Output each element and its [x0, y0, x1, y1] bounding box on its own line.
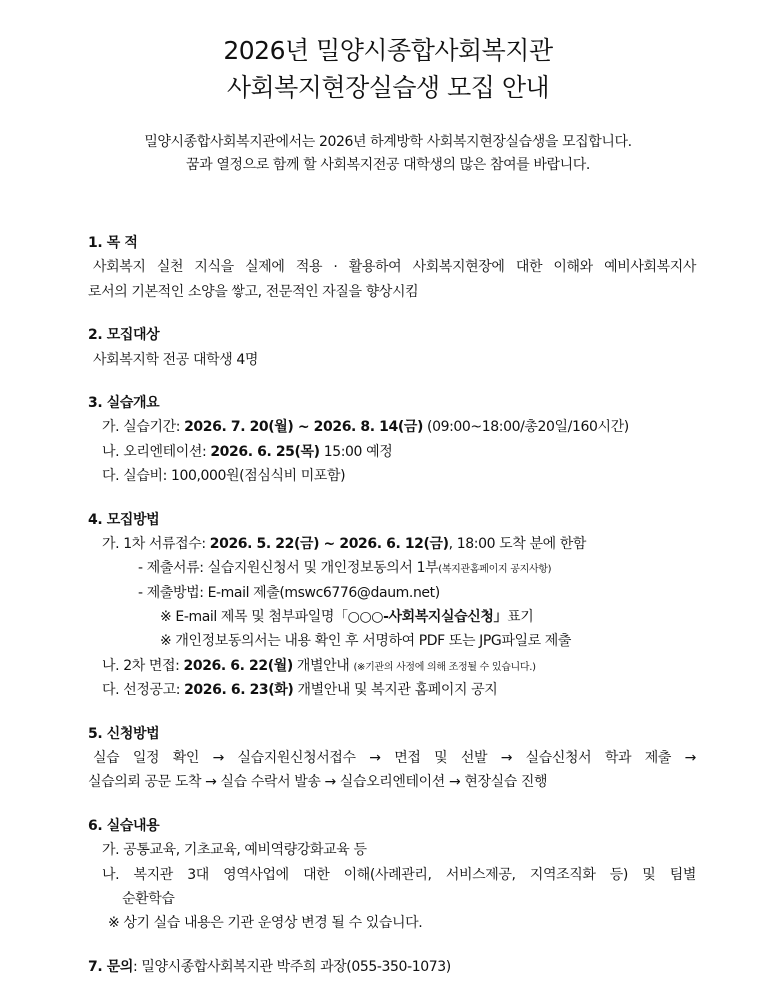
section-1-heading: 1. 목 적	[88, 235, 138, 251]
intro-line-1: 밀양시종합사회복지관에서는 2026년 하계방학 사회복지현장실습생을 모집합니다.	[144, 134, 632, 150]
item-label: 나. 2차 면접:	[102, 657, 184, 674]
orientation-date: 2026. 6. 25(목)	[210, 443, 320, 460]
announcement-date: 2026. 6. 23(화)	[184, 682, 294, 699]
section-5-text-2: 실습의뢰 공문 도착 → 실습 수락서 발송 → 실습오리엔테이션 → 현장실습 진행	[88, 774, 548, 791]
announcement-info: 개별안내 및 복지관 홈페이지 공지	[293, 682, 498, 699]
documents-text: - 제출서류: 실습지원신청서 및 개인정보동의서 1부	[138, 560, 439, 577]
section-3-item-b	[88, 440, 696, 464]
item-label: 가. 1차 서류접수:	[102, 535, 210, 552]
documents-line	[88, 556, 696, 580]
section-6-item-b-cont: 순환학습	[122, 890, 175, 907]
section-6-item-a: 가. 공통교육, 기초교육, 예비역량강화교육 등	[102, 842, 367, 859]
section-5-heading: 5. 신청방법	[88, 725, 160, 742]
period-hours: (09:00~18:00/총20일/160시간)	[422, 419, 629, 436]
document-deadline: , 18:00 도착 분에 한함	[448, 535, 586, 552]
method-line: - 제출방법: E-mail 제출(mswc6776@daum.net)	[138, 584, 440, 601]
notice-body	[88, 231, 696, 979]
section-3-item-a	[88, 415, 696, 439]
title-line-1: 2026년 밀양시종합사회복지관	[223, 36, 553, 65]
intro-line-2: 꿈과 열정으로 함께 할 사회복지전공 대학생의 많은 참여를 바랍니다.	[186, 157, 590, 173]
note-text-end: 표기	[507, 609, 534, 626]
section-6-item-b: 나. 복지관 3대 영역사업에 대한 이해(사례관리, 서비스제공, 지역조직화 등) 및 팀별	[102, 866, 696, 883]
section-6-note: ※ 상기 실습 내용은 기관 운영상 변경 될 수 있습니다.	[108, 915, 423, 932]
section-1-text-2: 로서의 기본적인 소양을 쌓고, 전문적인 자질을 향상시킴	[88, 283, 419, 300]
section-2-text: 사회복지학 전공 대학생 4명	[93, 351, 259, 368]
section-4-heading: 4. 모집방법	[88, 511, 160, 528]
orientation-time: 15:00 예정	[319, 443, 393, 460]
document-period-dates: 2026. 5. 22(금) ~ 2026. 6. 12(금)	[209, 535, 449, 552]
section-2-heading: 2. 모집대상	[88, 327, 160, 344]
contact-info: : 밀양시종합사회복지관 박주희 과장(055-350-1073)	[132, 958, 451, 975]
section-3-item-c: 다. 실습비: 100,000원(점심식비 미포함)	[102, 468, 346, 485]
section-4-item-a	[88, 532, 696, 556]
documents-note: (복지관홈페이지 공지사항)	[438, 564, 552, 576]
interview-note: (※기관의 사정에 의해 조정될 수 있습니다.)	[353, 661, 536, 673]
interview-info: 개별안내	[292, 657, 354, 674]
interview-date: 2026. 6. 22(월)	[183, 657, 293, 674]
section-4-item-c	[88, 678, 696, 702]
section-6-heading: 6. 실습내용	[88, 817, 160, 834]
section-5-text-1: 실습 일정 확인 → 실습지원신청서접수 → 면접 및 선발 → 실습신청서 학과 제출 →	[93, 750, 696, 767]
title-line-2: 사회복지현장실습생 모집 안내	[226, 73, 550, 102]
email-title-note	[88, 605, 696, 629]
section-7-line	[88, 955, 696, 979]
item-label: 다. 선정공고:	[102, 682, 185, 699]
section-4-item-b	[88, 654, 696, 678]
section-3-heading: 3. 실습개요	[88, 394, 160, 411]
item-label: 나. 오리엔테이션:	[102, 443, 211, 460]
note-format: ○○○-사회복지실습신청」	[347, 609, 508, 626]
consent-note: ※ 개인정보동의서는 내용 확인 후 서명하여 PDF 또는 JPG파일로 제출	[160, 633, 572, 650]
period-dates: 2026. 7. 20(월) ~ 2026. 8. 14(금)	[184, 419, 423, 436]
section-1-text-1: 사회복지 실천 지식을 실제에 적용 · 활용하여 사회복지현장에 대한 이해와 예비사회복지사	[93, 259, 696, 276]
item-label: 가. 실습기간:	[102, 419, 185, 436]
section-7-heading: 7. 문의	[88, 958, 133, 975]
note-text: ※ E-mail 제목 및 첨부파일명「	[160, 609, 348, 626]
